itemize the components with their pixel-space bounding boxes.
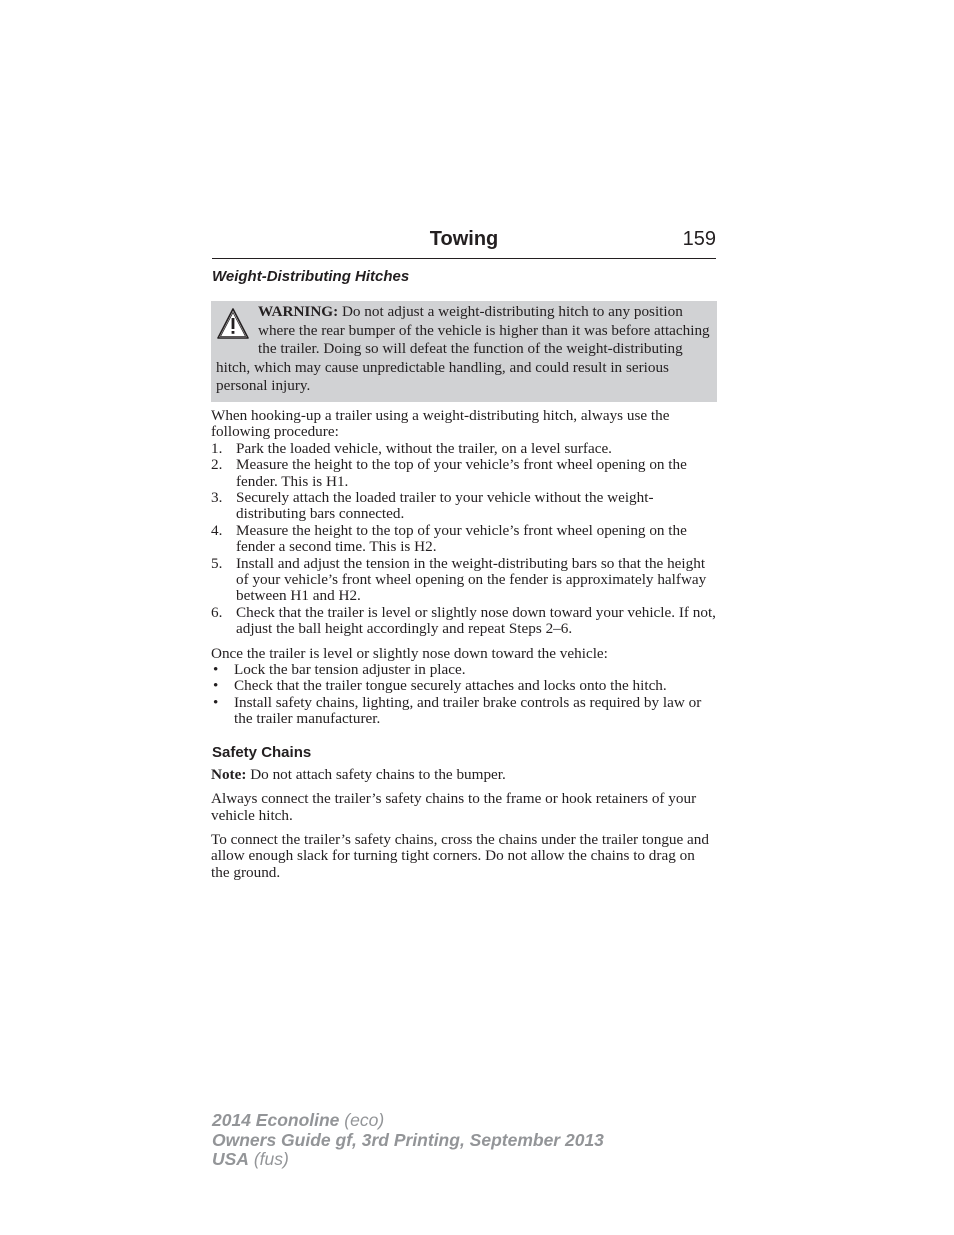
- footer-line-2: [212, 1131, 604, 1151]
- list-item: [211, 605, 717, 638]
- safety-chains-heading: Safety Chains: [212, 743, 312, 761]
- level-intro: Once the trailer is level or slightly nose down toward the vehicle:: [211, 644, 608, 662]
- page-content: [211, 266, 717, 881]
- step-text: Securely attach the loaded trailer to your vehicle without the weight-distributing bars connected.: [236, 489, 654, 523]
- page-number: 159: [682, 228, 716, 250]
- list-item: [211, 441, 717, 457]
- step-number: 6.: [211, 603, 223, 621]
- footer-model-code: (eco): [339, 1110, 385, 1130]
- step-number: 5.: [211, 554, 223, 572]
- bullet: •: [213, 661, 219, 679]
- safety-paragraph-1: Always connect the trailer’s safety chains to the frame or hook retainers of your vehicle hitch.: [211, 790, 697, 824]
- list-item: [211, 523, 717, 556]
- procedure-intro: When hooking-up a trailer using a weight-distributing hitch, always use the following procedure:: [211, 406, 670, 441]
- safety-paragraph-2: To connect the trailer’s safety chains, cross the chains under the trailer tongue and allow enough slack for turning tight corners. Do not allow the chains to drag on the ground.: [211, 830, 709, 881]
- list-item: [211, 556, 717, 605]
- list-item: [211, 662, 717, 678]
- step-text: Measure the height to the top of your vehicle’s front wheel opening on the fender a second time. This is H2.: [236, 521, 687, 556]
- bullet-list: [211, 662, 717, 728]
- list-item: [211, 695, 717, 728]
- list-item: [211, 678, 717, 694]
- warning-triangle-icon: [216, 307, 250, 341]
- bullet: •: [213, 677, 219, 695]
- step-text: Install and adjust the tension in the weight-distributing bars so that the height of your vehicle’s front wheel opening on the fender is approximately halfway between H1 and H2.: [236, 554, 707, 605]
- bullet-text: Lock the bar tension adjuster in place.: [234, 661, 466, 679]
- note-label: Note:: [211, 765, 247, 783]
- footer-line-3: [212, 1150, 604, 1170]
- footer-guide-info: Owners Guide gf, 3rd Printing, September 2013: [212, 1129, 604, 1150]
- bullet-text: Install safety chains, lighting, and trailer brake controls as required by law or the trailer manufacturer.: [234, 693, 702, 728]
- bullet-text: Check that the trailer tongue securely attaches and locks onto the hitch.: [234, 677, 667, 695]
- step-number: 4.: [211, 521, 223, 539]
- list-item: [211, 457, 717, 490]
- list-item: [211, 490, 717, 523]
- warning-box: [211, 301, 717, 402]
- section-heading: Weight-Distributing Hitches: [212, 268, 410, 285]
- note-text: Do not attach safety chains to the bumper.: [246, 765, 506, 783]
- footer-market: USA: [212, 1149, 249, 1169]
- warning-text: Do not adjust a weight-distributing hitch to any position where the rear bumper of the vehicle is higher than it was before attaching the trailer. Doing so will defeat the function of the weight-distributing hitch, which may cause unpredictable handling, and could result in serious personal injury.: [216, 303, 710, 395]
- safety-note: [211, 767, 717, 783]
- procedure-steps: [211, 441, 717, 638]
- step-number: 1.: [211, 439, 223, 457]
- step-number: 2.: [211, 456, 223, 474]
- chapter-title: Towing: [429, 228, 499, 250]
- bullet: •: [213, 693, 219, 711]
- page-header: [212, 228, 716, 259]
- step-text: Measure the height to the top of your vehicle’s front wheel opening on the fender. This is H1.: [236, 456, 687, 490]
- footer-line-1: [212, 1111, 604, 1131]
- step-text: Check that the trailer is level or slightly nose down toward your vehicle. If not, adjust the ball height accordingly and repeat Steps 2–6.: [236, 603, 716, 638]
- footer-model: 2014 Econoline: [212, 1110, 340, 1130]
- step-number: 3.: [211, 489, 223, 506]
- warning-label: WARNING:: [258, 303, 339, 320]
- step-text: Park the loaded vehicle, without the trailer, on a level surface.: [236, 439, 612, 457]
- footer-market-code: (fus): [248, 1149, 289, 1169]
- page-footer: [212, 1111, 604, 1170]
